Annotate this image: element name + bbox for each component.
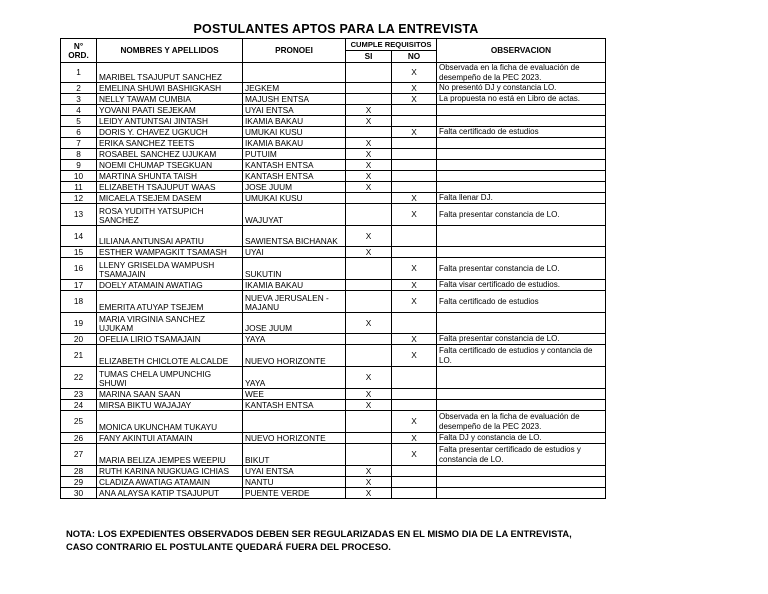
cumple-no-mark: X [392,334,437,345]
cumple-si-mark: X [346,226,392,247]
footnote [66,527,626,553]
cumple-si-mark: X [346,313,392,334]
table-row [61,477,606,488]
table-body [61,63,606,499]
pronoei-name: JOSE JUUM [243,182,346,193]
row-number: 18 [61,291,97,313]
cumple-no-mark [392,138,437,149]
row-number: 2 [61,83,97,94]
row-number: 29 [61,477,97,488]
row-number: 11 [61,182,97,193]
pronoei-name: SAWIENTSA BICHANAK [243,226,346,247]
applicant-name: CLADIZA AWATIAG ATAMAIN [97,477,243,488]
observation-text [437,138,606,149]
applicant-name: ERIKA SANCHEZ TEETS [97,138,243,149]
cumple-si-mark: X [346,138,392,149]
cumple-no-mark [392,116,437,127]
pronoei-name: UYAI ENTSA [243,466,346,477]
cumple-no-mark [392,182,437,193]
row-number: 5 [61,116,97,127]
observation-text: La propuesta no está en Libro de actas. [437,94,606,105]
header-cumple-requisitos: CUMPLE REQUISITOS [346,39,437,51]
cumple-no-mark [392,247,437,258]
observation-text: Observada en la ficha de evaluación de desempeño de la PEC 2023. [437,63,606,83]
row-number: 20 [61,334,97,345]
table-row [61,94,606,105]
cumple-si-mark [346,63,392,83]
header-name: NOMBRES Y APELLIDOS [97,39,243,63]
applicant-name: MARINA SAAN SAAN [97,389,243,400]
pronoei-name: JOSE JUUM [243,313,346,334]
header-number-line1: N° [73,41,84,51]
table-row [61,488,606,499]
applicant-name: MONICA UKUNCHAM TUKAYU [97,411,243,433]
applicant-name: ANA ALAYSA KATIP TSAJUPUT [97,488,243,499]
cumple-no-mark: X [392,280,437,291]
observation-text [437,247,606,258]
cumple-no-mark: X [392,258,437,280]
row-number: 12 [61,193,97,204]
observation-text: Falta visar certificado de estudios. [437,280,606,291]
applicant-name: LEIDY ANTUNTSAI JINTASH [97,116,243,127]
cumple-no-mark [392,389,437,400]
header-observacion: OBSERVACION [437,39,606,63]
row-number: 14 [61,226,97,247]
applicant-name: MARIA BELIZA JEMPES WEEPIU [97,444,243,466]
cumple-si-mark: X [346,116,392,127]
applicant-name: ROSABEL SANCHEZ UJUKAM [97,149,243,160]
observation-text [437,313,606,334]
cumple-no-mark [392,313,437,334]
applicant-name: DOELY ATAMAIN AWATIAG [97,280,243,291]
applicant-name: YOVANI PAATI SEJEKAM [97,105,243,116]
table-row [61,280,606,291]
pronoei-name: JEGKEM [243,83,346,94]
observation-text: Falta presentar constancia de LO. [437,204,606,226]
row-number: 30 [61,488,97,499]
pronoei-name: BIKUT [243,444,346,466]
observation-text: Falta certificado de estudios [437,291,606,313]
pronoei-name: UYAI ENTSA [243,105,346,116]
observation-text [437,149,606,160]
row-number: 26 [61,433,97,444]
applicant-name: MIRSA BIKTU WAJAJAY [97,400,243,411]
applicant-name: ELIZABETH TSAJUPUT WAAS [97,182,243,193]
cumple-si-mark: X [346,367,392,389]
table-row [61,160,606,171]
applicant-name: DORIS Y. CHAVEZ UGKUCH [97,127,243,138]
pronoei-name: PUENTE VERDE [243,488,346,499]
footnote-line2: CASO CONTRARIO EL POSTULANTE QUEDARÁ FUERA DEL PROCESO. [66,541,391,552]
pronoei-name: UMUKAI KUSU [243,127,346,138]
table-row [61,247,606,258]
cumple-si-mark [346,127,392,138]
observation-text [437,477,606,488]
pronoei-name: KANTASH ENTSA [243,160,346,171]
table-row [61,444,606,466]
cumple-si-mark [346,444,392,466]
pronoei-name: IKAMIA BAKAU [243,138,346,149]
footnote-line1: NOTA: LOS EXPEDIENTES OBSERVADOS DEBEN SER REGULARIZADAS EN EL MISMO DIA DE LA ENTREVISTA, [66,528,572,539]
cumple-si-mark [346,433,392,444]
cumple-si-mark: X [346,182,392,193]
row-number: 22 [61,367,97,389]
table-row [61,400,606,411]
row-number: 24 [61,400,97,411]
cumple-no-mark [392,466,437,477]
cumple-si-mark: X [346,171,392,182]
cumple-no-mark [392,367,437,389]
cumple-no-mark: X [392,204,437,226]
row-number: 13 [61,204,97,226]
cumple-no-mark [392,226,437,247]
pronoei-name [243,411,346,433]
cumple-si-mark: X [346,389,392,400]
applicant-name: ESTHER WAMPAGKIT TSAMASH [97,247,243,258]
table-row [61,466,606,477]
row-number: 3 [61,94,97,105]
table-row [61,182,606,193]
observation-text [437,182,606,193]
row-number: 8 [61,149,97,160]
table-row [61,138,606,149]
cumple-no-mark: X [392,94,437,105]
applicant-name: EMELINA SHUWI BASHIGKASH [97,83,243,94]
observation-text: Falta DJ y constancia de LO. [437,433,606,444]
pronoei-name: KANTASH ENTSA [243,171,346,182]
cumple-no-mark: X [392,444,437,466]
document-title: POSTULANTES APTOS PARA LA ENTREVISTA [193,22,479,36]
row-number: 10 [61,171,97,182]
header-pronoei: PRONOEI [243,39,346,63]
applicant-name: TUMAS CHELA UMPUNCHIG SHUWI [97,367,243,389]
row-number: 15 [61,247,97,258]
applicant-name: MARIBEL TSAJUPUT SANCHEZ [97,63,243,83]
cumple-si-mark [346,83,392,94]
cumple-si-mark: X [346,477,392,488]
cumple-no-mark: X [392,345,437,367]
observation-text [437,171,606,182]
table-row [61,291,606,313]
table-row [61,226,606,247]
row-number: 9 [61,160,97,171]
observation-text [437,116,606,127]
pronoei-name: SUKUTIN [243,258,346,280]
row-number: 6 [61,127,97,138]
row-number: 25 [61,411,97,433]
applicant-name: LILIANA ANTUNSAI APATIU [97,226,243,247]
observation-text [437,466,606,477]
cumple-no-mark: X [392,411,437,433]
pronoei-name: NUEVA JERUSALEN - MAJANU [243,291,346,313]
applicant-name: LLENY GRISELDA WAMPUSH TSAMAJAIN [97,258,243,280]
cumple-no-mark [392,171,437,182]
cumple-no-mark [392,400,437,411]
cumple-no-mark [392,488,437,499]
pronoei-name: IKAMIA BAKAU [243,280,346,291]
cumple-no-mark: X [392,83,437,94]
table-row [61,258,606,280]
observation-text: Observada en la ficha de evaluación de desempeño de la PEC 2023. [437,411,606,433]
observation-text: Falta certificado de estudios y contancia de LO. [437,345,606,367]
table-row [61,63,606,83]
cumple-no-mark: X [392,291,437,313]
observation-text [437,488,606,499]
row-number: 28 [61,466,97,477]
table-row [61,193,606,204]
header-si: SI [346,51,392,63]
pronoei-name: UMUKAI KUSU [243,193,346,204]
cumple-si-mark: X [346,105,392,116]
observation-text [437,389,606,400]
observation-text: Falta certificado de estudios [437,127,606,138]
row-number: 16 [61,258,97,280]
pronoei-name: NANTU [243,477,346,488]
observation-text [437,105,606,116]
observation-text [437,400,606,411]
table-row [61,345,606,367]
table-row [61,367,606,389]
table-row [61,389,606,400]
pronoei-name: NUEVO HORIZONTE [243,433,346,444]
pronoei-name: WAJUYAT [243,204,346,226]
cumple-no-mark [392,149,437,160]
cumple-si-mark: X [346,488,392,499]
cumple-si-mark [346,204,392,226]
applicant-name: MARIA VIRGINIA SANCHEZ UJUKAM [97,313,243,334]
pronoei-name: UYAI [243,247,346,258]
cumple-no-mark: X [392,127,437,138]
row-number: 27 [61,444,97,466]
cumple-no-mark: X [392,433,437,444]
pronoei-name: NUEVO HORIZONTE [243,345,346,367]
table-row [61,433,606,444]
cumple-si-mark: X [346,149,392,160]
pronoei-name: KANTASH ENTSA [243,400,346,411]
pronoei-name: MAJUSH ENTSA [243,94,346,105]
applicant-name: ROSA YUDITH YATSUPICH SANCHEZ [97,204,243,226]
cumple-si-mark [346,258,392,280]
cumple-si-mark [346,411,392,433]
table-row [61,411,606,433]
applicant-name: RUTH KARINA NUGKUAG ICHIAS [97,466,243,477]
observation-text: Falta presentar certificado de estudios y constancia de LO. [437,444,606,466]
applicant-name: EMERITA ATUYAP TSEJEM [97,291,243,313]
table-row [61,171,606,182]
cumple-si-mark: X [346,466,392,477]
row-number: 21 [61,345,97,367]
cumple-si-mark [346,280,392,291]
applicant-name: MARTINA SHUNTA TAISH [97,171,243,182]
observation-text: Falta presentar constancia de LO. [437,334,606,345]
applicant-name: OFELIA LIRIO TSAMAJAIN [97,334,243,345]
table-row [61,204,606,226]
cumple-no-mark [392,477,437,488]
table-row [61,149,606,160]
table-row [61,116,606,127]
table-row [61,334,606,345]
observation-text: Falta presentar constancia de LO. [437,258,606,280]
cumple-no-mark: X [392,193,437,204]
applicant-name: ELIZABETH CHICLOTE ALCALDE [97,345,243,367]
row-number: 4 [61,105,97,116]
applicant-name: NELLY TAWAM CUMBIA [97,94,243,105]
cumple-si-mark: X [346,160,392,171]
cumple-si-mark [346,94,392,105]
header-number-line2: ORD. [68,50,89,60]
observation-text [437,160,606,171]
pronoei-name: IKAMIA BAKAU [243,116,346,127]
cumple-si-mark: X [346,247,392,258]
row-number: 17 [61,280,97,291]
cumple-no-mark [392,105,437,116]
observation-text: Falta llenar DJ. [437,193,606,204]
cumple-si-mark [346,193,392,204]
pronoei-name: WEE [243,389,346,400]
observation-text [437,226,606,247]
applicant-name: NOEMI CHUMAP TSEGKUAN [97,160,243,171]
table-row [61,83,606,94]
observation-text: No presentó DJ y constancia LO. [437,83,606,94]
cumple-si-mark [346,345,392,367]
header-number [61,39,97,63]
applicant-name: FANY AKINTUI ATAMAIN [97,433,243,444]
table-row [61,313,606,334]
pronoei-name: PUTUIM [243,149,346,160]
row-number: 23 [61,389,97,400]
cumple-no-mark [392,160,437,171]
header-no: NO [392,51,437,63]
pronoei-name: YAYA [243,334,346,345]
cumple-no-mark: X [392,63,437,83]
pronoei-name [243,63,346,83]
pronoei-name: YAYA [243,367,346,389]
table-row [61,105,606,116]
applicants-table [60,38,606,499]
row-number: 7 [61,138,97,149]
row-number: 1 [61,63,97,83]
applicant-name: MICAELA TSEJEM DASEM [97,193,243,204]
cumple-si-mark: X [346,400,392,411]
cumple-si-mark [346,334,392,345]
observation-text [437,367,606,389]
row-number: 19 [61,313,97,334]
cumple-si-mark [346,291,392,313]
table-row [61,127,606,138]
